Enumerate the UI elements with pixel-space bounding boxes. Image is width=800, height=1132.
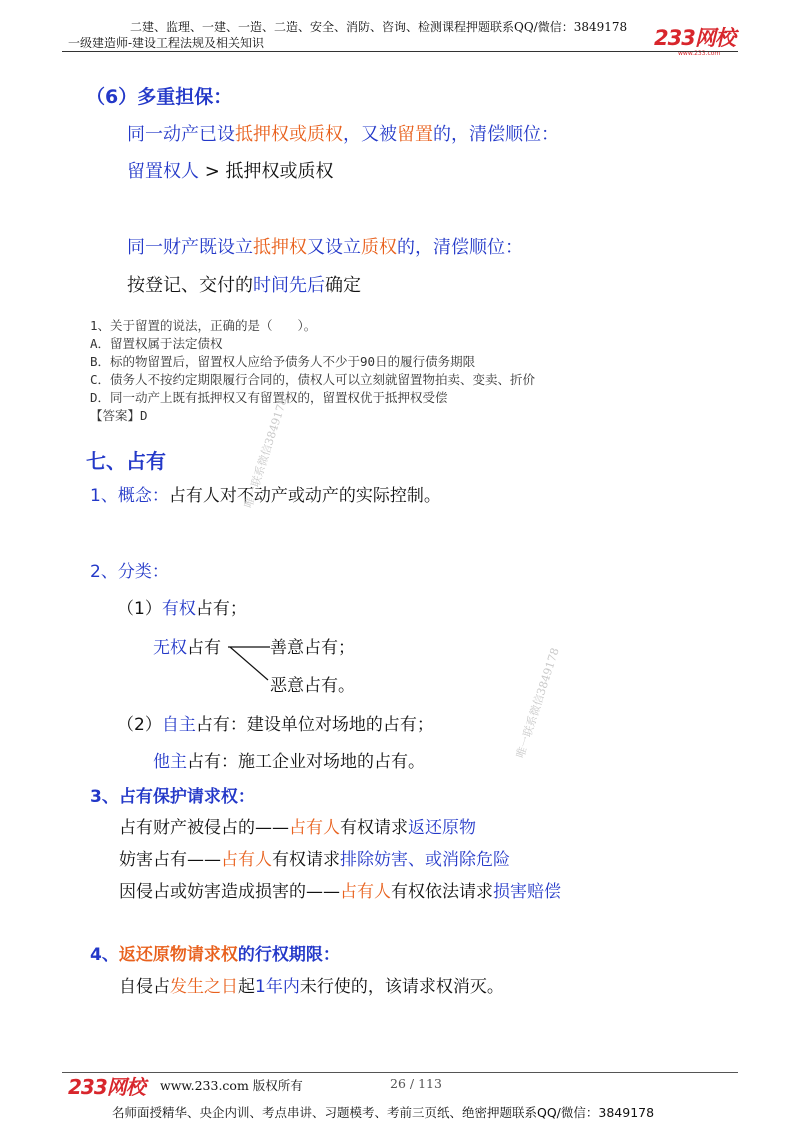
text-span: 占有；	[195, 599, 247, 619]
question-option-b: B．标的物留置后，留置权人应给予债务人不少于90日的履行债务期限	[90, 354, 476, 369]
highlight-span: 留置	[397, 124, 433, 145]
limit-text	[119, 972, 504, 997]
protection-rule-1	[119, 813, 476, 838]
text-span: 有权依法请求	[391, 882, 493, 902]
highlight-span: 占有人	[221, 850, 272, 870]
highlight-span: 质权	[361, 237, 397, 258]
section6-p3	[127, 233, 523, 259]
header-logo-sub: www.233.com	[678, 50, 721, 57]
text-span: 占有财产被侵占的——	[119, 818, 289, 838]
header-divider	[62, 51, 738, 52]
text-span: 未行使的，该请求权消灭。	[299, 977, 504, 997]
highlight-span: 无权	[153, 638, 187, 658]
highlight-span: 占有人	[289, 818, 340, 838]
question-stem: 1、关于留置的说法，正确的是（ ）。	[90, 318, 317, 333]
section6-title: （6）多重担保：	[86, 86, 233, 108]
protection-title: 3、占有保护请求权：	[90, 787, 255, 807]
question-option-d: D．同一动产上既有抵押权又有留置权的，留置权优于抵押权受偿	[90, 390, 448, 405]
text-span: 同一动产已设	[127, 124, 235, 145]
concept-text: 占有人对不动产或动产的实际控制。	[168, 486, 441, 506]
text-span: 的，清偿顺位：	[397, 237, 523, 258]
concept-label: 1、概念：	[90, 486, 169, 506]
section6-p4	[127, 271, 361, 297]
text-span: 有权请求	[340, 818, 408, 838]
highlight-span: 留置权人	[127, 161, 199, 182]
highlight-span: 有权	[161, 599, 196, 619]
header-line-1: 二建、监理、一建、一造、二造、安全、消防、咨询、检测课程押题联系QQ/微信：3849178	[130, 20, 628, 34]
highlight-span: 自主	[161, 715, 196, 735]
header-logo-text: 233网校	[654, 26, 735, 50]
classification-title: 2、分类：	[90, 562, 169, 582]
text-span: 同一财产既设立	[127, 237, 253, 258]
highlight-span: 返还原物	[408, 818, 476, 838]
question-option-a: A．留置权属于法定债权	[90, 336, 223, 351]
highlight-span: 占有人	[340, 882, 391, 902]
text-span: 占有：施工企业对场地的占有。	[187, 752, 425, 772]
text-span: 起	[238, 977, 255, 997]
footer-divider	[62, 1072, 738, 1073]
concept-line	[90, 481, 441, 506]
section6-p2	[127, 157, 334, 183]
protection-rule-3	[119, 877, 561, 902]
text-span: 自侵占	[119, 977, 170, 997]
section7-title: 七、占有	[86, 449, 166, 473]
text-span: ，又被	[343, 124, 397, 145]
header-line-2: 一级建造师-建设工程法规及相关知识	[68, 36, 265, 50]
bona-fide-possession: 善意占有；	[270, 638, 355, 658]
limit-title	[90, 940, 340, 965]
highlight-span: 抵押权或质权	[235, 124, 343, 145]
highlight-span: 1年内	[255, 977, 300, 997]
protection-rule-2	[119, 845, 510, 870]
question-answer: 【答案】D	[90, 408, 148, 423]
footer-copyright: www.233.com 版权所有	[160, 1078, 303, 1093]
highlight-span: 发生之日	[170, 977, 238, 997]
text-span: 占有：建设单位对场地的占有；	[195, 715, 434, 735]
text-span: > 抵押权或质权	[199, 161, 334, 182]
highlight-span: 损害赔偿	[493, 882, 561, 902]
text-span: （1）	[117, 599, 162, 619]
text-span: 妨害占有——	[119, 850, 221, 870]
text-span: 有权请求	[272, 850, 340, 870]
highlight-span: 返还原物请求权	[118, 945, 238, 965]
highlight-span: 排除妨害、或消除危险	[340, 850, 510, 870]
question-option-c: C．债务人不按约定期限履行合同的，债权人可以立刻就留置物拍卖、变卖、折价	[90, 372, 536, 387]
text-span: 占有	[187, 638, 221, 658]
watermark: 唯一联系微信3849178	[241, 396, 290, 510]
footer-logo: 233网校	[68, 1075, 145, 1099]
class-item-wuquan	[153, 633, 221, 658]
mala-fide-possession: 恶意占有。	[270, 676, 355, 696]
footer-line-2: 名师面授精华、央企内训、考点串讲、习题模考、考前三页纸、绝密押题联系QQ/微信：3849178	[112, 1105, 655, 1120]
text-span: （2）	[117, 715, 162, 735]
highlight-span: 他主	[153, 752, 187, 772]
page-number: 26 / 113	[390, 1076, 442, 1091]
text-span: 又设立	[307, 237, 361, 258]
highlight-span: 时间先后	[253, 275, 325, 296]
highlight-span: 抵押权	[253, 237, 307, 258]
section6-p1	[127, 120, 559, 146]
watermark: 唯一联系微信3849178	[513, 646, 562, 760]
text-span: 的，清偿顺位：	[433, 124, 559, 145]
text-span: 确定	[325, 275, 361, 296]
class-item-tazhu	[153, 747, 425, 772]
text-span: 因侵占或妨害造成损害的——	[119, 882, 340, 902]
class-item-2	[117, 710, 434, 735]
text-span: 的行权期限：	[237, 945, 340, 965]
text-span: 按登记、交付的	[127, 275, 253, 296]
class-item-1	[117, 594, 247, 619]
text-span: 4、	[90, 945, 119, 965]
